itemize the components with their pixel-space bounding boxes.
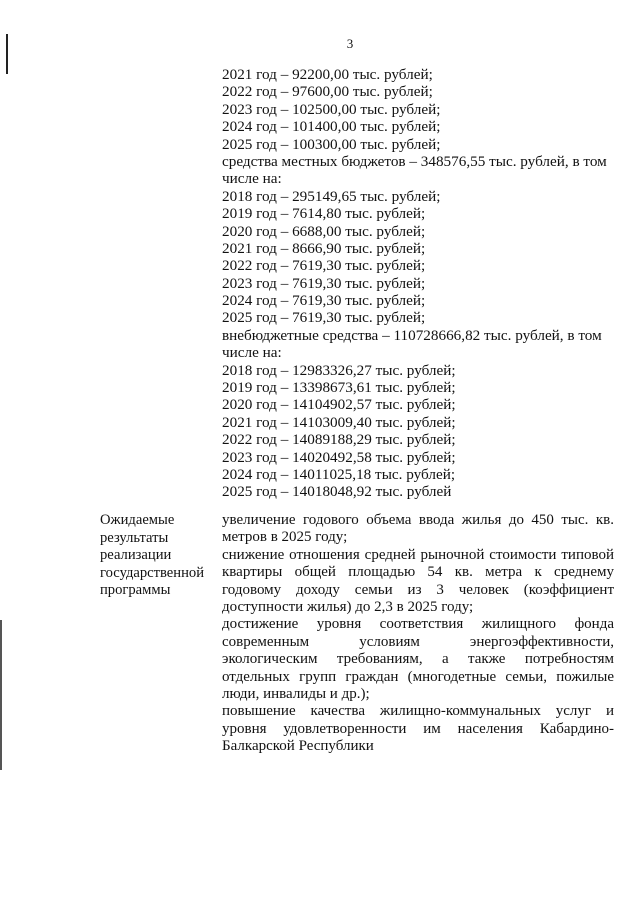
result-line: достижение уровня соответствия жилищного фонда <box>222 616 614 633</box>
label-line: программы <box>100 582 171 599</box>
funding-line: 2022 год – 97600,00 тыс. рублей; <box>222 83 433 101</box>
result-line: экологическим требованиям, а также потребностям <box>222 651 614 668</box>
result-line: Балкарской Республики <box>222 738 374 755</box>
result-line: годовому доходу семьи из 3 человек (коэффициент <box>222 581 614 598</box>
result-line: увеличение годового объема ввода жилья до 450 тыс. кв. <box>222 512 614 528</box>
result-line: повышение качества жилищно-коммунальных услуг и <box>222 703 614 720</box>
result-line: метров в 2025 году; <box>222 529 348 546</box>
funding-line: 2023 год – 102500,00 тыс. рублей; <box>222 100 441 118</box>
funding-line: 2024 год – 101400,00 тыс. рублей; <box>222 118 441 136</box>
funding-line: 2024 год – 7619,30 тыс. рублей; <box>222 292 426 310</box>
funding-line: средства местных бюджетов – 348576,55 тыс. рублей, в том <box>222 152 607 170</box>
result-line: отдельных групп граждан (многодетные семьи, пожилые <box>222 668 614 685</box>
funding-line: 2025 год – 14018048,92 тыс. рублей <box>222 483 452 501</box>
funding-line: 2020 год – 14104902,57 тыс. рублей; <box>222 396 456 414</box>
result-line: доступности жилья) до 2,3 в 2025 году; <box>222 598 474 615</box>
expected-results-label <box>100 512 218 600</box>
funding-line: 2023 год – 14020492,58 тыс. рублей; <box>222 448 456 466</box>
expected-results-section <box>0 512 640 772</box>
funding-line: внебюджетные средства – 110728666,82 тыс. рублей, в том <box>222 326 602 344</box>
funding-list <box>222 66 614 501</box>
funding-line: 2018 год – 295149,65 тыс. рублей; <box>222 187 441 205</box>
funding-line: числе на: <box>222 170 282 188</box>
result-line: люди, инвалиды и др.); <box>222 685 370 702</box>
funding-line: 2022 год – 14089188,29 тыс. рублей; <box>222 431 456 449</box>
funding-line: 2019 год – 7614,80 тыс. рублей; <box>222 205 426 223</box>
funding-line: 2025 год – 100300,00 тыс. рублей; <box>222 135 441 153</box>
expected-results-text <box>222 512 614 755</box>
funding-line: 2020 год – 6688,00 тыс. рублей; <box>222 222 426 240</box>
label-line: Ожидаемые <box>100 512 175 528</box>
result-line: снижение отношения средней рыночной стоимости типовой <box>222 546 614 563</box>
funding-line: 2019 год – 13398673,61 тыс. рублей; <box>222 379 456 397</box>
result-line: квартиры общей площадью 54 кв. метра к среднему <box>222 564 614 581</box>
result-line: уровня удовлетворенности им населения Кабардино- <box>222 720 614 737</box>
result-line: современным условиям энергоэффективности, <box>222 633 614 650</box>
funding-line: 2021 год – 92200,00 тыс. рублей; <box>222 66 433 83</box>
funding-line: 2018 год – 12983326,27 тыс. рублей; <box>222 361 456 379</box>
label-line: результаты <box>100 529 169 546</box>
funding-line: 2021 год – 14103009,40 тыс. рублей; <box>222 413 456 431</box>
funding-line: числе на: <box>222 344 282 362</box>
funding-line: 2023 год – 7619,30 тыс. рублей; <box>222 274 426 292</box>
funding-line: 2022 год – 7619,30 тыс. рублей; <box>222 257 426 275</box>
page-number: 3 <box>346 36 354 51</box>
funding-line: 2024 год – 14011025,18 тыс. рублей; <box>222 465 456 483</box>
funding-line: 2025 год – 7619,30 тыс. рублей; <box>222 309 426 327</box>
funding-line: 2021 год – 8666,90 тыс. рублей; <box>222 239 426 257</box>
label-line: государственной <box>100 564 205 581</box>
label-line: реализации <box>100 547 172 564</box>
